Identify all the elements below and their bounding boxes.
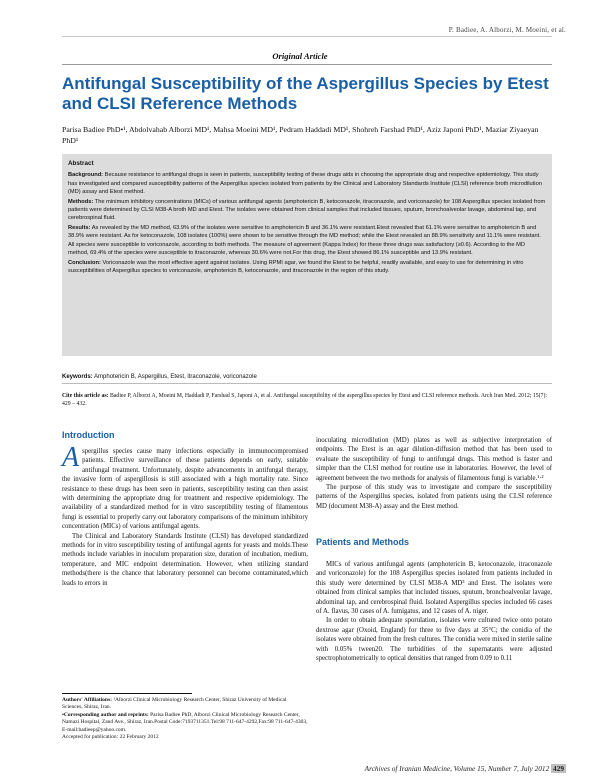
page-footer: Archives of Iranian Medicine, Volume 15, Number 7, July 2012 429 [364, 764, 564, 773]
header-rule [62, 36, 552, 37]
intro-heading: Introduction [62, 430, 115, 440]
abstract-background: Background: Because resistance to antifungal drugs is seen in patients, susceptibility testing of these drugs aids in choosing the appropriate drug and respective epidemiology. This study has investigated and compared susceptibility patterns of the Aspergillus species isolated from patients by the Clinical and Laboratory Standards Institute (CLSI) reference broth microdilution (MD) assay and Etest method. [68, 172, 542, 195]
footnote-rule [62, 693, 192, 694]
abstract-results: Results: As revealed by the MD method, 63.9% of the isolates were sensitive to amphotericin B and 36.1% were resistant.Etest revealed that 61.1% were sensitive to amphotericin B and 38.9% were resistant. As for ketoconazole, 108 isolates (100%) were shown to be sensitive through the MD method; while the Etest revealed an 88.9% sensitivity and 11.1% were resistant. All species were susceptible to voriconazole, according to both methods. The measure of agreement (Kappa Index) for these three drugs was satisfactory (≥0.6). According to the MD method, 69.4% of the species were susceptible to itraconazole, whereas 30.6% were not.For this drug, the Etest showed 86.1% susceptible and 13.9% resistant. [68, 225, 541, 256]
title-rule [62, 64, 552, 65]
abstract-heading: Abstract [68, 160, 94, 167]
patients-methods-text: MICs of various antifungal agents (amphotericin B, ketoconazole, itraconazole and voriconazole) for the 108 Aspergillus species isolated from patients included in this study were determined by CLSI M38-A MD³ and Etest. The isolates were obtained from clinical samples that included tissues, sputum, bronchoalveolar lavage, abdominal tap, and cerebrospinal fluid. Isolated Aspergillus species included 66 cases of A. flavus, 30 cases of A. fumigatus, and 12 cases of A. niger. In order to obtain adequate sporulation, isolates were cultured twice onto potato dextrose agar (Oxoid, England) for three to five days at 35°C; the conidia of the isolates were obtained from the fresh cultures. The conidia were mixed in sterile saline with 0.05% tween20. The turbidities of the supernatants were adjusted spectrophotometrically to optical densities that ranged from 0.09 to 0.11 [316, 561, 552, 663]
patients-methods-heading: Patients and Methods [316, 537, 410, 547]
article-title: Antifungal Susceptibility of the Aspergillus Species by Etest and CLSI Reference Methods [62, 74, 549, 113]
intro-text: Aspergillus species cause many infections especially in immunocompromised patients. Effective surveillance of these patients depends on early, suitable antifungal treatment. Unfortunately, despite advancements in antifungal therapy, the invasive form of aspergillosis is still associated with a high mortality rate. Since resistance to these drugs has been seen in patients, susceptibility testing can then assist with determining the appropriate drug for treatment and respective epidemiology. The availability of a standardized method for in vitro susceptibility testing of filamentous fungi is essential to properly carry out laboratory comparisons of the minimum inhibitory concentration (MICs) of various antifungal agents. The Clinical and Laboratory Standards Institute (CLSI) has developed standardized methods for in vitro susceptibility testing of antifungal agents for yeasts and molds.These methods include variables in inoculum preparation size, duration of incubation, medium, temperature, and MIC endpoint determination. However, when utilizing standard methods(there is the chance that laboratory personnel can become contaminated,which leads to errors in [62, 442, 308, 587]
abstract-methods: Methods: The minimum inhibitory concentrations (MICs) of various antifungal agents (amphotericin B, ketoconazole, itraconazole, and voriconazole) for 108 Aspergillus species isolated from patients were determined by CLSI M38-A broth MD and Etest. The isolates were obtained from clinical samples that included tissues, sputum, bronchoalveolar lavage, abdominal tap, and cerebrospinal fluid. [68, 198, 546, 222]
article-type: Original Article [272, 51, 328, 61]
author-list: Parisa Badiee PhD•¹, Abdolvahab Alborzi MD¹, Mahsa Moeini MD¹, Pedram Haddadi MD¹, Shohreh Farshad PhD¹, Aziz Japoni PhD¹, Maziar Ziyaeyan PhD¹ [62, 125, 539, 145]
keywords-rule [62, 383, 552, 384]
right-column-text: inoculating microdilution (MD) plates as well as subjective interpretation of endpoints. The Etest is an agar dilution-diffusion method that has been used to evaluate the susceptibility of fungi to antifungal drugs. This method is faster and simpler than the CLSI method for routine use in laboratories. However, the level of agreement between the two methods for analysis of filamentous fungi is variable.¹·² The purpose of this study was to investigate and compare the susceptibility patterns of the Aspergillus species, isolated from patients using the CLSI reference MD (document M38-A) assay and the Etest method. [316, 437, 552, 510]
drop-cap: A [62, 442, 80, 473]
abstract-conclusion: Conclusion: Voriconazole was the most effective agent against isolates. Using RPMI agar, we found the Etest to be helpful, readily available, and easy to use for determining in vitro susceptibilities of Aspergillus species to voriconazole, amphotericin B, ketoconazole, and itraconazole in the region of this study. [68, 259, 524, 275]
keywords: Keywords: Amphotericin B, Aspergillus, Etest, itraconazole, voriconazole [62, 374, 257, 380]
page-number: 429 [553, 764, 564, 773]
citation: Cite this article as: Badiee P, Alborzi A, Moeini M, Haddadi P, Farshad S, Japoni A, et al. Antifungal susceptibility of the aspergillus species by Etest and CLSI reference methods. Arch Iran Med. 2012; 15(7): 429 – 432. [62, 393, 547, 408]
running-head: P. Badiee, A. Alborzi, M. Moeini, et al. [448, 26, 566, 34]
abstract-box [62, 154, 552, 356]
footnotes: Authors' Affiliations: ¹Alborzi Clinical Microbiology Research Center, Shiraz University of Medical Sciences, Shiraz, Iran. •Corresponding author and reprints: Parisa Badiee PhD, Alborzi Clinical Microbiology Research Center, Namazi Hospital, Zand Ave., Shiraz, Iran.Postal Code:7193711351.Tel:98 711-647-4292,Fax:98 711-647-4303, E-mail:badieep@yahoo.com. Accepted for publication: 22 February 2012 [62, 697, 308, 741]
